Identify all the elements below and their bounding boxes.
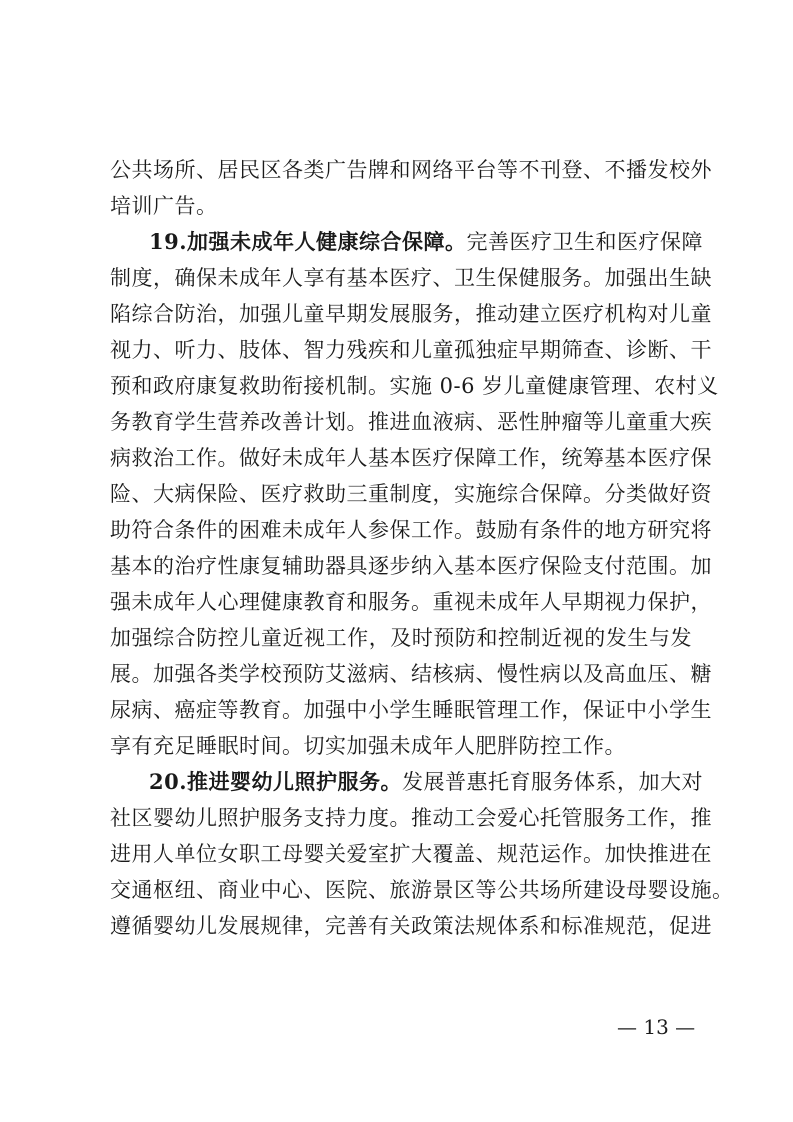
- section-heading-line: 20.推进婴幼儿照护服务。发展普惠托育服务体系，加大对: [149, 769, 704, 794]
- text-line: 遵循婴幼儿发展规律，完善有关政策法规体系和标准规范，促进: [110, 914, 712, 938]
- text-line: 培训广告。: [110, 194, 218, 218]
- text-line: 视力、听力、肢体、智力残疾和儿童孤独症早期筛查、诊断、干: [110, 338, 712, 362]
- text-line: 享有充足睡眠时间。切实加强未成年人肥胖防控工作。: [110, 734, 626, 758]
- text-line: 病救治工作。做好未成年人基本医疗保障工作，统筹基本医疗保: [110, 446, 712, 470]
- text-line: 展。加强各类学校预防艾滋病、结核病、慢性病以及高血压、糖: [110, 662, 712, 686]
- text-line: 基本的治疗性康复辅助器具逐步纳入基本医疗保险支付范围。加: [110, 554, 712, 578]
- page-number: — 13 —: [617, 1015, 696, 1039]
- text-line: 陷综合防治，加强儿童早期发展服务，推动建立医疗机构对儿童: [110, 302, 712, 326]
- text-line: 助符合条件的困难未成年人参保工作。鼓励有条件的地方研究将: [110, 518, 712, 542]
- section-heading-line: 19.加强未成年人健康综合保障。完善医疗卫生和医疗保障: [149, 229, 704, 254]
- text-line: 强未成年人心理健康教育和服务。重视未成年人早期视力保护，: [110, 590, 712, 614]
- text-line: 险、大病保险、医疗救助三重制度，实施综合保障。分类做好资: [110, 482, 712, 506]
- text-line: 进用人单位女职工母婴关爱室扩大覆盖、规范运作。加快推进在: [110, 842, 712, 866]
- text-line: 加强综合防控儿童近视工作，及时预防和控制近视的发生与发: [110, 626, 692, 650]
- section-heading: 20.推进婴幼儿照护服务。: [149, 769, 403, 794]
- text-line: 尿病、癌症等教育。加强中小学生睡眠管理工作，保证中小学生: [110, 698, 712, 722]
- text-line: 交通枢纽、商业中心、医院、旅游景区等公共场所建设母婴设施。: [110, 878, 734, 902]
- text-line: 公共场所、居民区各类广告牌和网络平台等不刊登、不播发校外: [110, 158, 712, 182]
- section-heading: 19.加强未成年人健康综合保障。: [149, 229, 467, 254]
- text-line: 务教育学生营养改善计划。推进血液病、恶性肿瘤等儿童重大疾: [110, 410, 712, 434]
- text-line: 预和政府康复救助衔接机制。实施 0-6 岁儿童健康管理、农村义: [110, 374, 719, 398]
- text-line: 社区婴幼儿照护服务支持力度。推动工会爱心托管服务工作，推: [110, 806, 712, 830]
- text-line: 制度，确保未成年人享有基本医疗、卫生保健服务。加强出生缺: [110, 266, 712, 290]
